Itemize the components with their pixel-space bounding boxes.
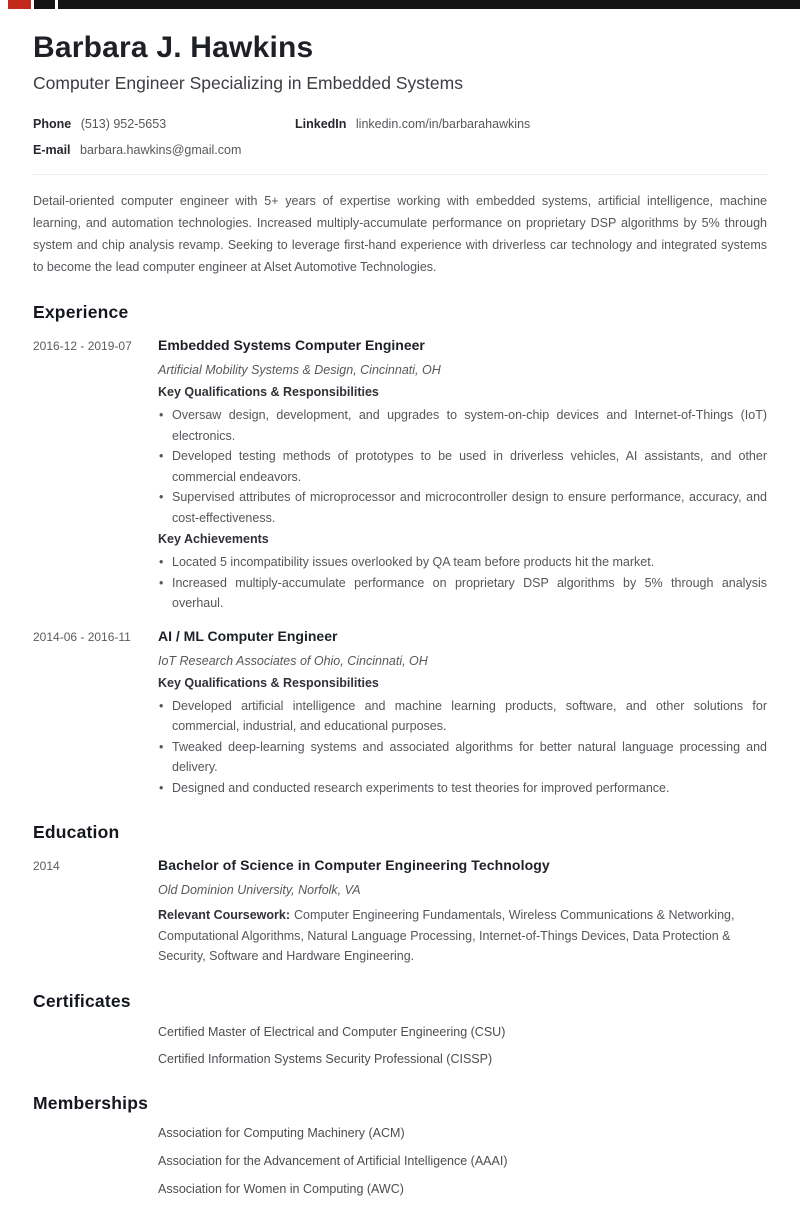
qualifications-label: Key Qualifications & Responsibilities [158,385,379,399]
list-item: • Developed testing methods of prototypes to be used in driverless vehicles, AI assistants, and other commercial endeavors. [158,446,767,487]
top-accent-bar [0,0,800,9]
qualifications-list [158,405,767,528]
education-details [158,857,767,967]
spacer-column [33,1025,158,1079]
membership-item: Association for Women in Computing (AWC) [158,1181,404,1196]
list-item: • Oversaw design, development, and upgrades to system-on-chip devices and Internet-of-Things (IoT) electronics. [158,405,767,446]
job-dates: 2016-12 - 2019-07 [33,339,132,353]
achievements-label: Key Achievements [158,532,269,546]
school-name: Old Dominion University, Norfolk, VA [158,883,361,897]
job-details [158,628,767,799]
contact-email [33,142,295,158]
qualifications-label: Key Qualifications & Responsibilities [158,675,379,690]
section-title-certificates: Certificates [33,990,131,1011]
spacer-column [33,1126,158,1210]
memberships-items [158,1126,767,1210]
job-company: IoT Research Associates of Ohio, Cincinnati, OH [158,653,428,668]
list-item: • Designed and conducted research experiments to test theories for improved performance. [158,778,767,799]
contact-linkedin [295,116,767,132]
candidate-tagline: Computer Engineer Specializing in Embedded Systems [33,73,463,93]
email-value: barbara.hawkins@gmail.com [80,143,242,157]
section-title-experience: Experience [33,302,129,322]
job-title: AI / ML Computer Engineer [158,627,338,644]
coursework-label: Relevant Coursework: [158,908,290,922]
accent-black-bar [58,0,800,9]
certificate-item: Certified Master of Electrical and Computer Engineering (CSU) [158,1024,506,1039]
certificates-list [33,1025,767,1079]
list-item: • Supervised attributes of microprocessor and microcontroller design to ensure performance, accuracy, and cost-effectiveness. [158,487,767,528]
membership-item: Association for the Advancement of Artificial Intelligence (AAAI) [158,1153,508,1168]
education-entry [33,857,767,967]
job-title: Embedded Systems Computer Engineer [158,337,425,353]
degree-title: Bachelor of Science in Computer Engineering Technology [158,857,550,873]
list-item: • Increased multiply-accumulate performance on proprietary DSP algorithms by 5% through analysis overhaul. [158,573,767,614]
professional-summary: Detail-oriented computer engineer with 5+ years of expertise working with embedded systems, artificial intelligence, machine learning, and automation technologies. Increased multiply-accumulate performance on proprietary DSP algorithms by 5% through system and chip analysis revamp. Seeking to leverage first-hand experience with driverless car technology and integrated systems to become the lead computer engineer at Alset Automotive Technologies. [33,194,767,274]
list-item: • Located 5 incompatibility issues overlooked by QA team before products hit the market. [158,552,767,573]
linkedin-value: linkedin.com/in/barbarahawkins [355,117,531,131]
certificate-item: Certified Information Systems Security Professional (CISSP) [158,1051,493,1066]
job-company: Artificial Mobility Systems & Design, Cincinnati, OH [158,363,441,377]
email-label: E-mail [33,143,71,157]
achievements-list [158,552,767,614]
section-title-memberships: Memberships [33,1092,149,1113]
job-dates: 2014-06 - 2016-11 [33,629,131,644]
list-item: • Developed artificial intelligence and machine learning products, software, and other solutions for commercial, industrial, and educational purposes. [158,696,767,737]
section-title-education: Education [33,822,120,842]
contact-block [33,116,767,158]
experience-entry [33,337,767,614]
certificates-items [158,1025,767,1079]
experience-entry [33,628,767,799]
list-item: • Tweaked deep-learning systems and associated algorithms for better natural language processing and delivery. [158,737,767,778]
coursework-text: Computer Engineering Fundamentals, Wireless Communications & Networking, Computational Algorithms, Natural Language Processing, Internet-of-Things Devices, Data Protection & Security, Software and Hardware Engineering. [158,908,735,963]
phone-label: Phone [33,117,72,131]
qualifications-list [158,696,767,799]
contact-phone [33,116,295,132]
coursework [158,905,767,967]
membership-item: Association for Computing Machinery (ACM) [158,1125,405,1140]
accent-red-dash [8,0,31,9]
education-year: 2014 [33,859,60,873]
accent-black-dash [34,0,55,9]
candidate-name: Barbara J. Hawkins [33,31,314,64]
memberships-list [33,1126,767,1210]
resume-page [0,30,800,1210]
job-details [158,337,767,614]
linkedin-label: LinkedIn [295,117,347,131]
header-divider [33,174,767,175]
phone-value: (513) 952-5653 [80,117,167,131]
